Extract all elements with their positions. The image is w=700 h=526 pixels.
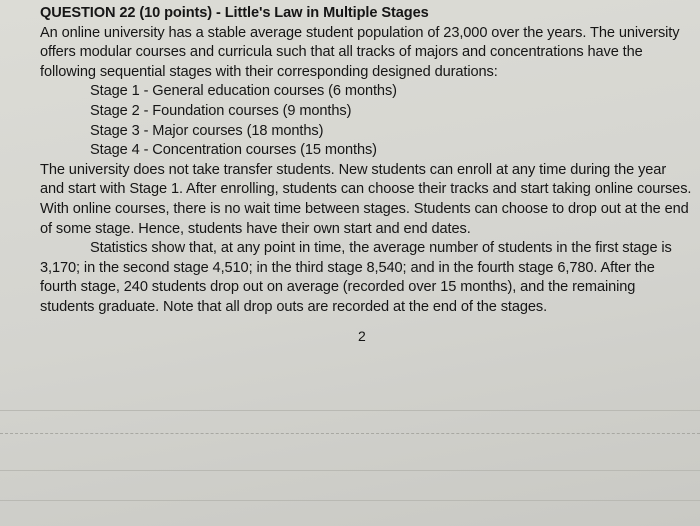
page-divider — [0, 470, 700, 471]
question-body: The university does not take transfer students. New students can enroll at any time during the year and start with Stage 1. After enrolling, students can choose their tracks and start taking online courses. With online courses, there is no wait time between stages. Students can choose to drop out at the end of some stage. Hence, students have their own start and end dates. — [40, 161, 692, 237]
page-divider — [0, 410, 700, 411]
page-divider — [0, 500, 700, 501]
stage-item: Stage 2 - Foundation courses (9 months) — [90, 102, 352, 119]
page-number: 2 — [358, 328, 366, 344]
question-block — [40, 4, 692, 318]
question-intro: An online university has a stable average student population of 23,000 over the years. The university offers modular courses and curricula such that all tracks of majors and concentrations have the following sequential stages with their corresponding designed durations: — [40, 24, 680, 80]
stage-item: Stage 4 - Concentration courses (15 months) — [90, 142, 377, 159]
stage-item: Stage 1 - General education courses (6 months) — [90, 83, 397, 100]
stage-item: Stage 3 - Major courses (18 months) — [90, 122, 324, 139]
stage-list — [40, 82, 692, 160]
dashed-divider — [0, 433, 700, 434]
question-title: QUESTION 22 (10 points) - Little's Law in Multiple Stages — [40, 5, 429, 21]
question-statistics: Statistics show that, at any point in time, the average number of students in the first stage is 3,170; in the second stage 4,510; in the third stage 8,540; and in the fourth stage 6,780. After the fourth stage, 240 students drop out on average (recorded over 15 months), and the remaining students graduate. Note that all drop outs are recorded at the end of the stages. — [40, 240, 672, 315]
